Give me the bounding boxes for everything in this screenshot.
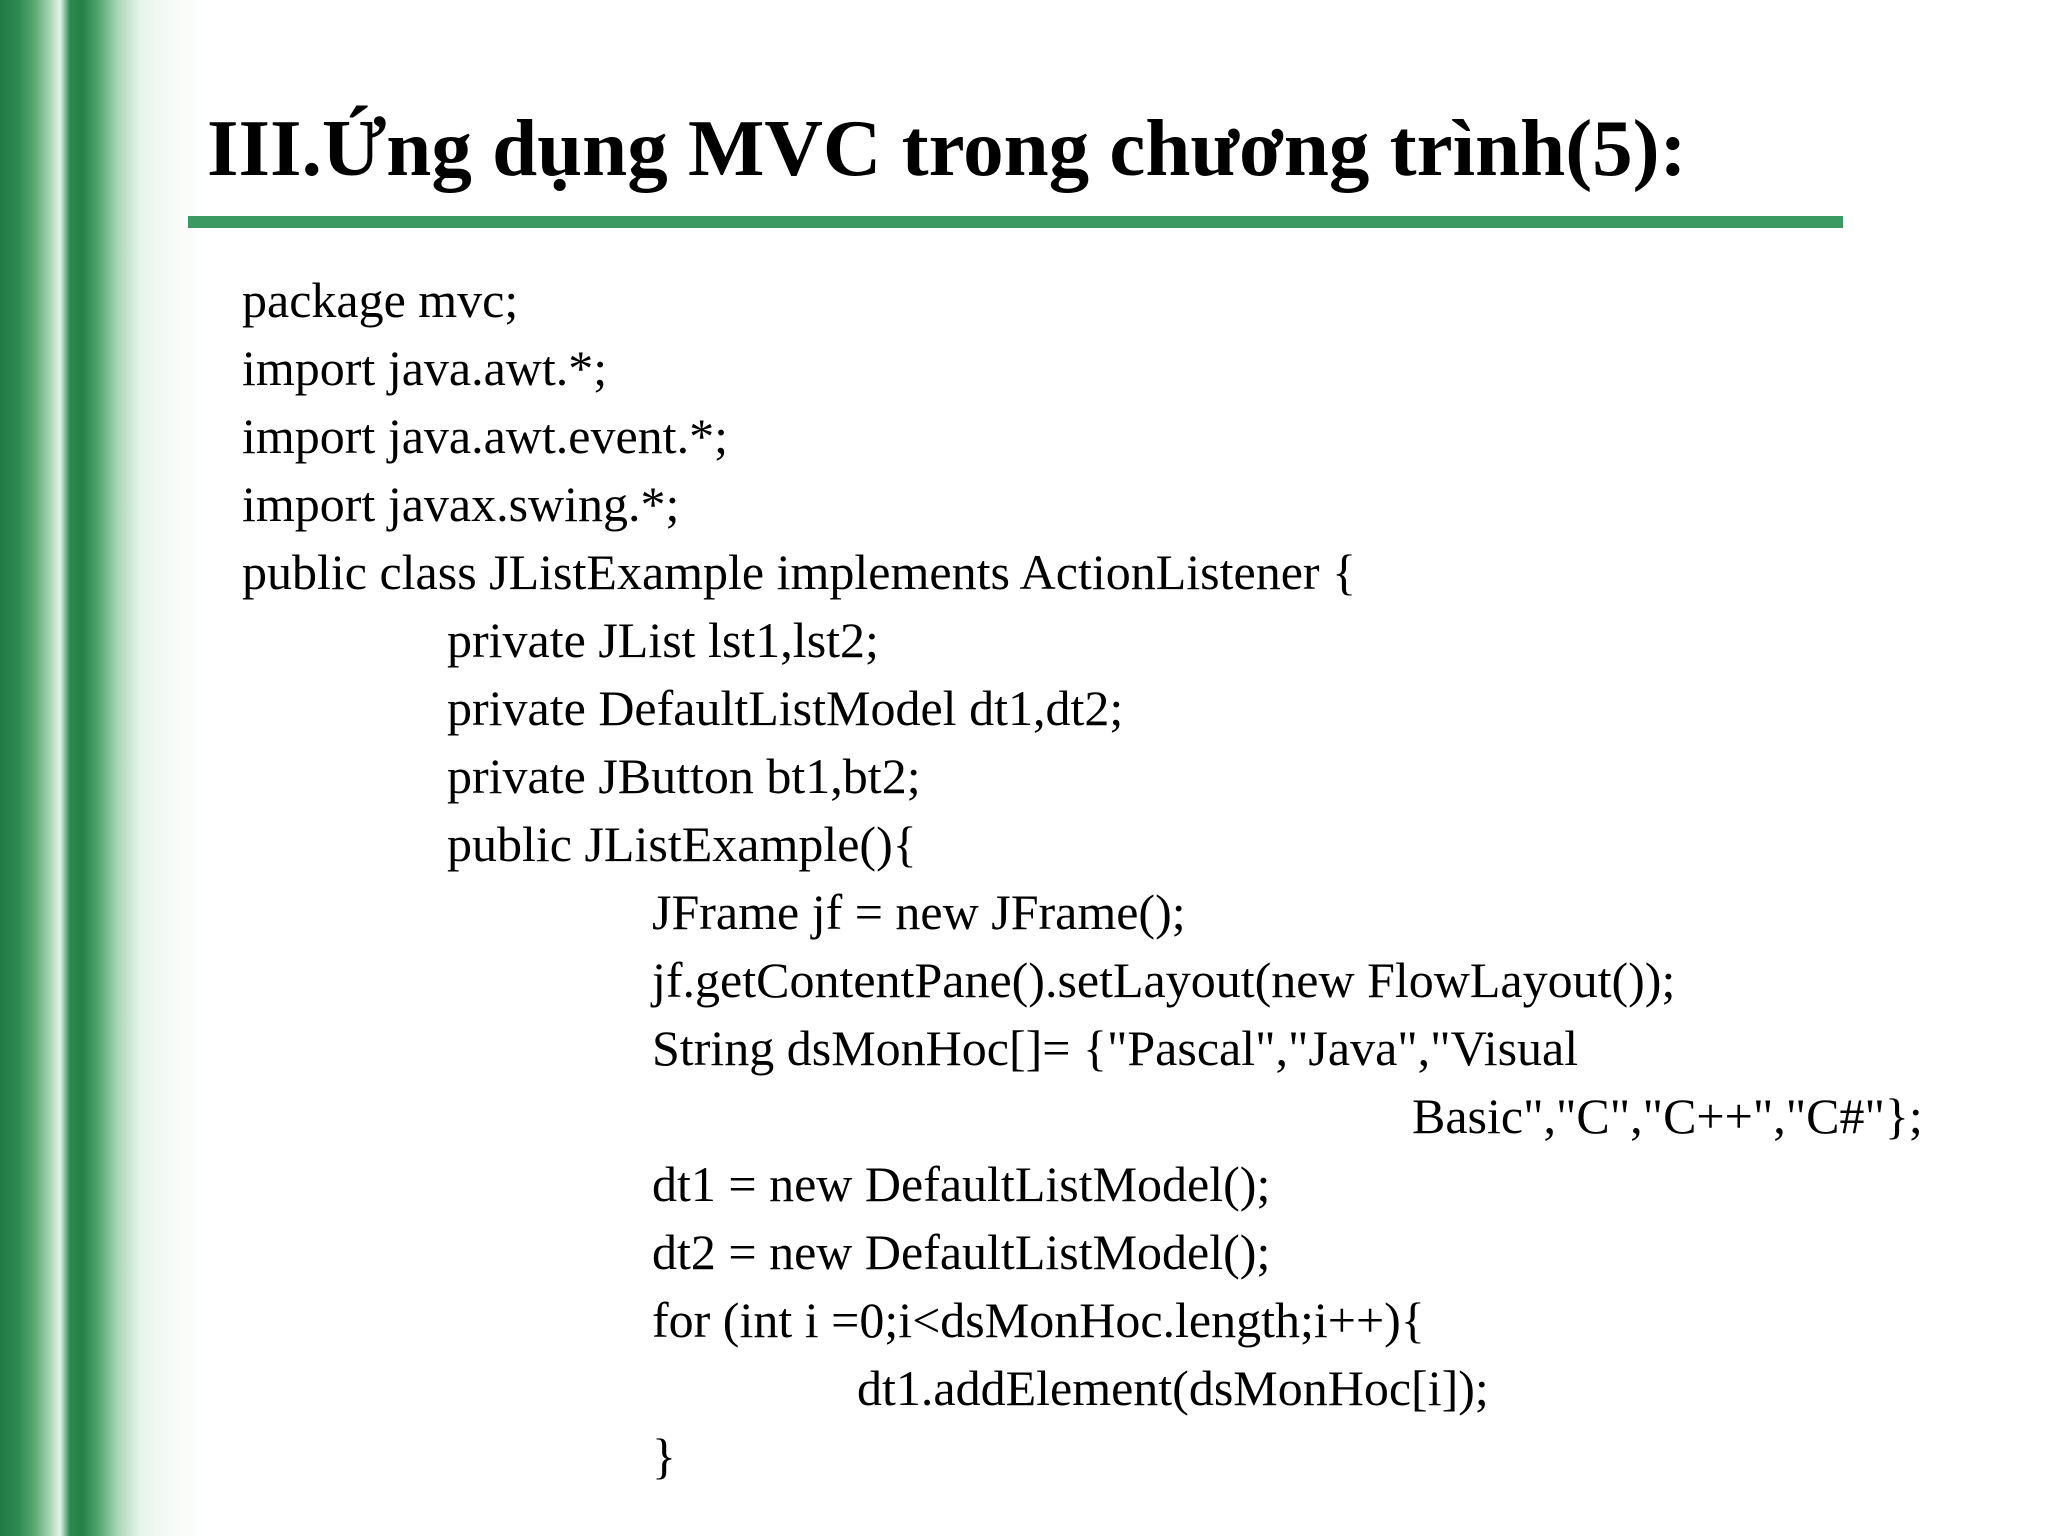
code-line: Basic","C","C++","C#"};: [1412, 1088, 1923, 1144]
code-line: String dsMonHoc[]= {"Pascal","Java","Visual: [652, 1020, 1579, 1076]
code-line: }: [652, 1428, 676, 1484]
code-line: dt2 = new DefaultListModel();: [652, 1224, 1271, 1280]
code-line: import java.awt.*;: [242, 340, 608, 396]
code-line: dt1 = new DefaultListModel();: [652, 1156, 1271, 1212]
code-block: [242, 266, 2032, 1490]
code-line: public JListExample(){: [447, 816, 917, 872]
code-line: private DefaultListModel dt1,dt2;: [447, 680, 1124, 736]
code-line: for (int i =0;i<dsMonHoc.length;i++){: [652, 1292, 1425, 1348]
code-line: dt1.addElement(dsMonHoc[i]);: [857, 1360, 1489, 1416]
code-line: import javax.swing.*;: [242, 476, 680, 532]
code-line: jf.getContentPane().setLayout(new FlowLayout());: [652, 952, 1676, 1008]
code-line: private JList lst1,lst2;: [447, 612, 879, 668]
code-line: import java.awt.event.*;: [242, 408, 728, 464]
code-line: public class JListExample implements ActionListener {: [242, 544, 1357, 600]
code-line: JFrame jf = new JFrame();: [652, 884, 1186, 940]
code-line: package mvc;: [242, 272, 519, 328]
left-decorative-stripe: [0, 0, 210, 1536]
code-line: private JButton bt1,bt2;: [447, 748, 921, 804]
slide-title: III.Ứng dụng MVC trong chương trình(5):: [207, 103, 1687, 193]
title-underline: [188, 216, 1843, 228]
